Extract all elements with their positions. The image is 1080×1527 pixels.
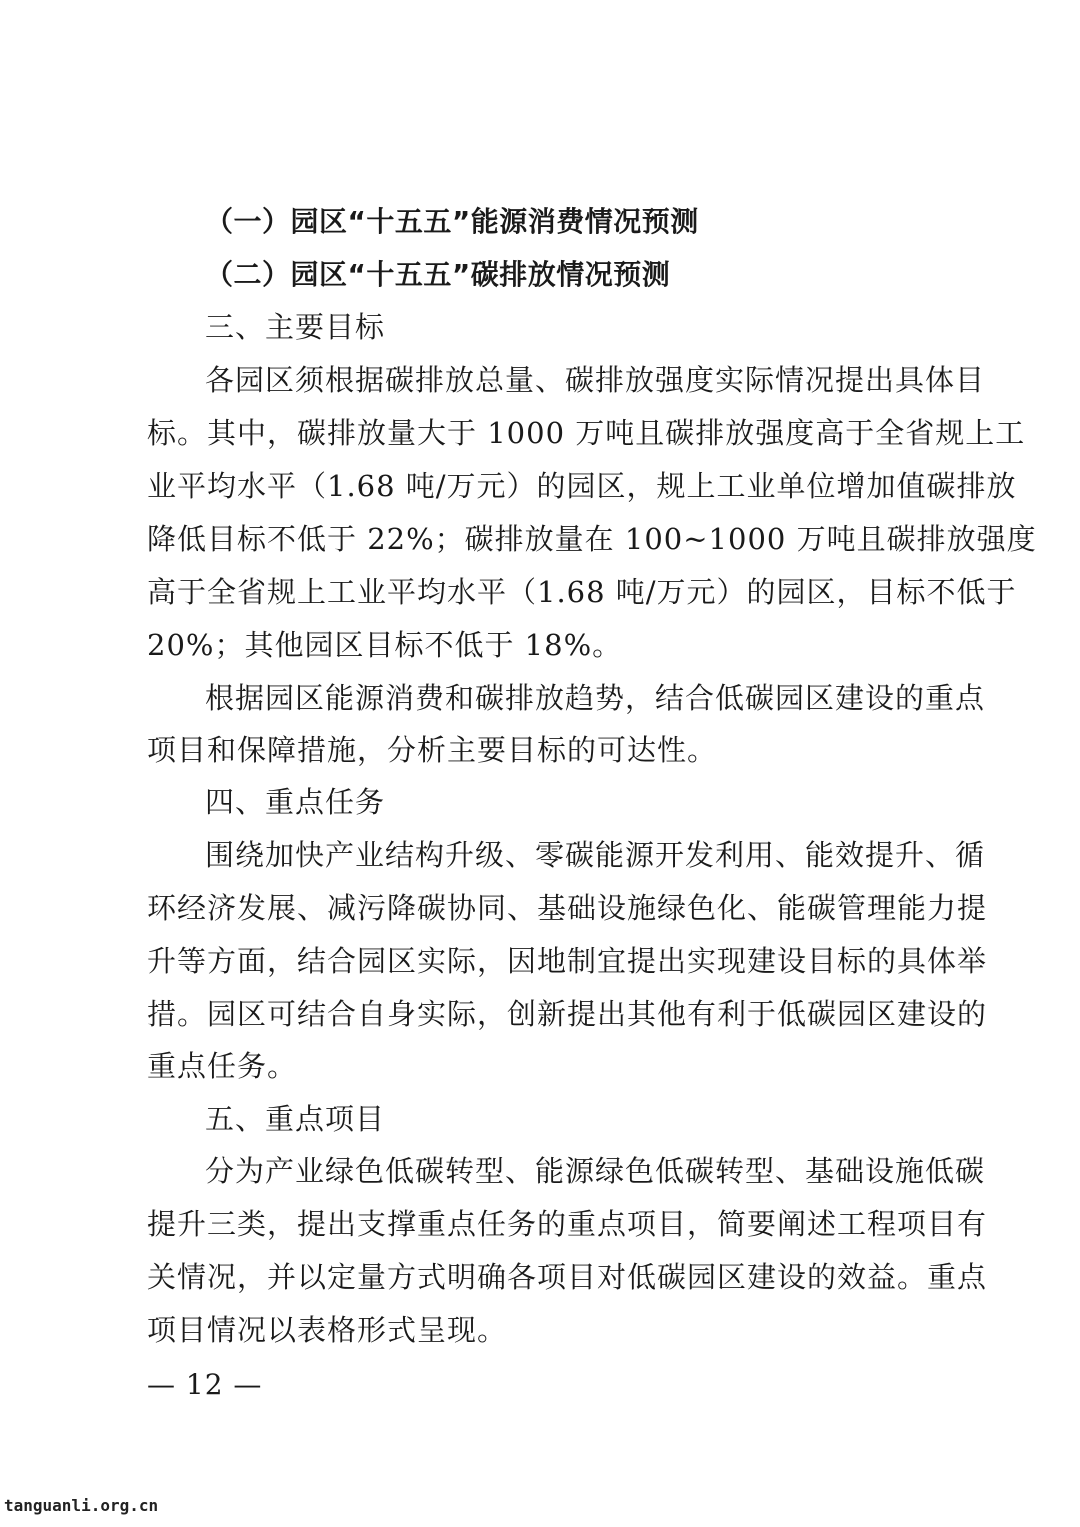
- paragraph-line: 重点任务。: [147, 1049, 298, 1083]
- heading-key-projects: 五、重点项目: [205, 1102, 386, 1136]
- paragraph-line: 标。其中，碳排放量大于 1000 万吨且碳排放强度高于全省规上工: [147, 416, 1026, 450]
- paragraph-line: 项目和保障措施，分析主要目标的可达性。: [147, 733, 718, 767]
- paragraph-line: 根据园区能源消费和碳排放趋势，结合低碳园区建设的重点: [205, 681, 986, 715]
- paragraph-line: 升等方面，结合园区实际，因地制宜提出实现建设目标的具体举: [147, 944, 988, 978]
- paragraph-line: 环经济发展、减污降碳协同、基础设施绿色化、能碳管理能力提: [147, 891, 988, 925]
- page-number: — 12 —: [147, 1368, 263, 1401]
- paragraph-line: 降低目标不低于 22%；碳排放量在 100~1000 万吨且碳排放强度: [147, 522, 1037, 556]
- paragraph-line: 围绕加快产业结构升级、零碳能源开发利用、能效提升、循: [205, 838, 986, 872]
- paragraph-line: 分为产业绿色低碳转型、能源绿色低碳转型、基础设施低碳: [205, 1154, 986, 1188]
- heading-key-tasks: 四、重点任务: [205, 785, 386, 819]
- subheading-energy-forecast: （一）园区“十五五”能源消费情况预测: [205, 205, 699, 238]
- paragraph-line: 业平均水平（1.68 吨/万元）的园区，规上工业单位增加值碳排放: [147, 469, 1017, 503]
- paragraph-line: 提升三类，提出支撑重点任务的重点项目，简要阐述工程项目有: [147, 1207, 988, 1241]
- paragraph-line: 高于全省规上工业平均水平（1.68 吨/万元）的园区，目标不低于: [147, 575, 1017, 609]
- paragraph-line: 措。园区可结合自身实际，创新提出其他有利于低碳园区建设的: [147, 997, 988, 1031]
- paragraph-line: 各园区须根据碳排放总量、碳排放强度实际情况提出具体目: [205, 363, 986, 397]
- subheading-carbon-forecast: （二）园区“十五五”碳排放情况预测: [205, 258, 671, 291]
- paragraph-line: 20%；其他园区目标不低于 18%。: [147, 628, 623, 662]
- heading-main-targets: 三、主要目标: [205, 310, 386, 344]
- paragraph-line: 关情况，并以定量方式明确各项目对低碳园区建设的效益。重点: [147, 1260, 988, 1294]
- paragraph-line: 项目情况以表格形式呈现。: [147, 1313, 508, 1347]
- watermark-text: tanguanli.org.cn: [4, 1496, 159, 1515]
